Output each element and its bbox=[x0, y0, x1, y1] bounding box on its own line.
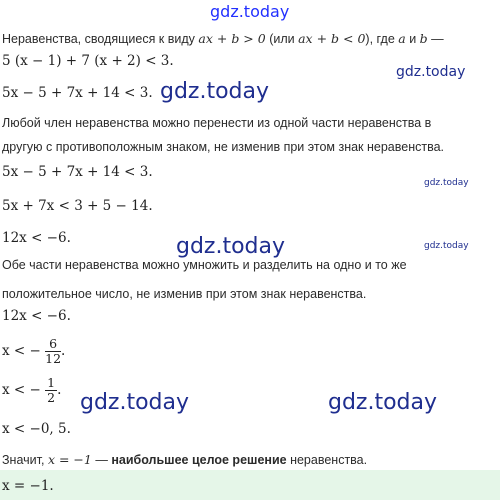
equation-7: x < − $\frac{6}{12}$ . bbox=[2, 336, 66, 366]
equation-8-lhs: x < − bbox=[2, 382, 41, 398]
rule-2-line-2: положительное число, не изменив при этом знак неравенства. bbox=[2, 287, 367, 301]
conclusion-bold: наибольшее целое решение bbox=[111, 453, 287, 467]
intro-text bbox=[2, 31, 444, 47]
watermark: gdz.today bbox=[328, 390, 438, 415]
intro-text-part: (или bbox=[269, 32, 295, 46]
rule-1-line-1: Любой член неравенства можно перенести из одной части неравенства в bbox=[2, 116, 432, 130]
equation-6: 12x < −6. bbox=[2, 308, 71, 324]
rule-2-line-1: Обе части неравенства можно умножить и разделить на одно и то же bbox=[2, 258, 407, 272]
watermark: gdz.today bbox=[424, 241, 469, 251]
intro-math: b bbox=[419, 31, 428, 46]
conclusion-math: x = −1 bbox=[47, 452, 92, 467]
watermark: gdz.today bbox=[396, 64, 466, 80]
fraction-numerator: 6 bbox=[45, 337, 61, 352]
fraction-denominator: 2 bbox=[47, 390, 56, 405]
answer-box bbox=[0, 470, 500, 500]
intro-text-part: и bbox=[409, 32, 417, 46]
fraction-6-12 bbox=[45, 337, 61, 366]
fraction-1-2 bbox=[45, 376, 57, 405]
intro-text-part: — bbox=[431, 32, 444, 46]
conclusion-text: — bbox=[95, 453, 108, 467]
equation-8: x < − $\frac{1}{2}$ . bbox=[2, 375, 62, 405]
intro-math: ax + b > 0 bbox=[198, 31, 266, 46]
equation-1: 5 (x − 1) + 7 (x + 2) < 3. bbox=[2, 53, 174, 69]
equation-2: 5x − 5 + 7x + 14 < 3. bbox=[2, 85, 153, 101]
equation-5: 12x < −6. bbox=[2, 230, 71, 246]
watermark: gdz.today bbox=[160, 79, 270, 104]
equation-3: 5x − 5 + 7x + 14 < 3. bbox=[2, 164, 153, 180]
intro-text-part: ), где bbox=[365, 32, 395, 46]
answer: x = −1. bbox=[2, 478, 54, 494]
equation-7-lhs: x < − bbox=[2, 343, 41, 359]
fraction-numerator: 1 bbox=[47, 375, 56, 390]
intro-math: a bbox=[398, 31, 406, 46]
intro-math: ax + b < 0 bbox=[298, 31, 366, 46]
intro-text-part: Неравенства, сводящиеся к виду bbox=[2, 32, 195, 46]
watermark: gdz.today bbox=[80, 390, 190, 415]
watermark: gdz.today bbox=[424, 178, 469, 188]
rule-1-line-2: другую с противоположным знаком, не изменив при этом знак неравенства. bbox=[2, 140, 444, 154]
conclusion bbox=[2, 452, 367, 468]
equation-4: 5x + 7x < 3 + 5 − 14. bbox=[2, 198, 153, 214]
conclusion-text: Значит, bbox=[2, 453, 45, 467]
fraction-denominator: 12 bbox=[45, 351, 62, 366]
watermark-top: gdz.today bbox=[210, 2, 290, 21]
equation-9: x < −0, 5. bbox=[2, 421, 71, 437]
watermark: gdz.today bbox=[176, 234, 286, 259]
conclusion-text: неравенства. bbox=[290, 453, 368, 467]
